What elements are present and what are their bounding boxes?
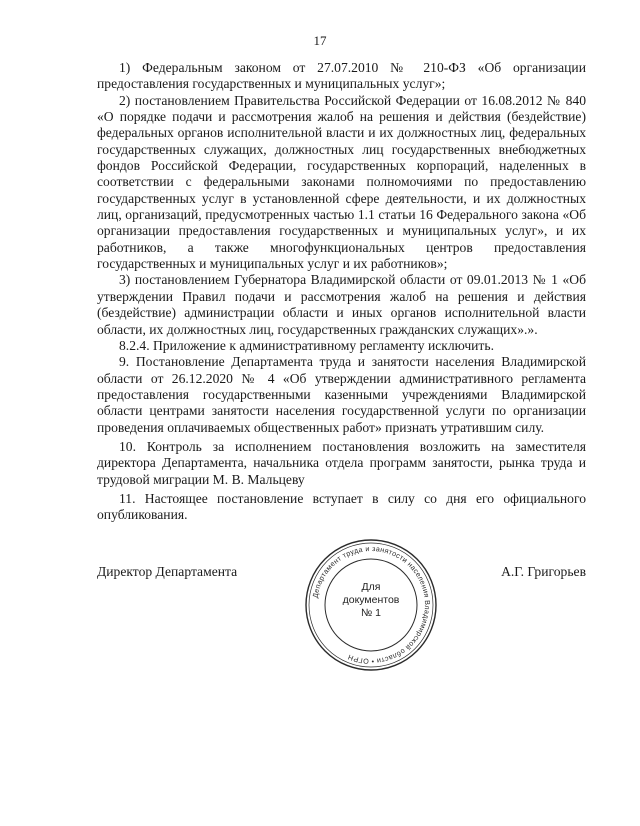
stamp-center-text: [303, 581, 439, 620]
page-number: 17: [313, 33, 327, 48]
official-stamp: [303, 537, 439, 673]
document-body: [97, 60, 586, 524]
stamp-line-3: № 1: [360, 607, 382, 619]
signatory-position: Директор Департамента: [97, 564, 238, 579]
paragraph-8-2-4: 8.2.4. Приложение к административному регламенту исключить.: [119, 337, 494, 353]
paragraph-governor-decree: 3) постановлением Губернатора Владимирской области от 09.01.2013 № 1 «Об утверждении Правил подачи и рассмотрения жалоб на решения и действия (бездействие) администрации области и иных органов исполнительной власти области, их должностных лиц, государственных гражданских служащих».».: [97, 272, 586, 337]
svg-text:Департамент труда и занятости: Департамент труда и занятости населения Владимирской области • ОГРН: [310, 543, 433, 667]
signatory-name: А.Г. Григорьев: [501, 564, 586, 579]
stamp-line-1: Для: [361, 581, 381, 593]
paragraph-decree-840: 2) постановлением Правительства Российской Федерации от 16.08.2012 № 840 «О порядке подачи и рассмотрения жалоб на решения и действия (бездействие) федеральных органов исполнительной власти и их должностных лиц, федеральных государственных служащих, должностных лиц государственных внебюджетных фондов Российской Федерации, государственных корпораций, наделенных в соответствии с федеральными законами полномочиями по предоставлению государственных услуг в установленной сфере деятельности, и их должностных лиц, организаций, предусмотренных частью 1.1 статьи 16 Федерального закона «Об организации предоставления государственных и муниципальных услуг», и их работников, а также многофункциональных центров предоставления государственных и муниципальных услуг и их работников»;: [97, 92, 586, 272]
paragraph-9: 9. Постановление Департамента труда и занятости населения Владимирской области от 26.12.2020 № 4 «Об утверждении административного регламента предоставления государственными казенными учреждениями Владимирской области центрами занятости населения государственной услуги по организации проведения оплачиваемых общественных работ» признать утратившим силу.: [97, 354, 586, 435]
paragraph-11: 11. Настоящее постановление вступает в силу со дня его официального опубликования.: [97, 490, 586, 523]
stamp-line-2: документов: [342, 594, 400, 606]
paragraph-10: 10. Контроль за исполнением постановления возложить на заместителя директора Департамента, начальника отдела программ занятости, рынка труда и трудовой миграции М. В. Мальцеву: [97, 438, 586, 487]
paragraph-law-210fz: 1) Федеральным законом от 27.07.2010 № 210-ФЗ «Об организации предоставления государственных и муниципальных услуг»;: [97, 60, 586, 92]
